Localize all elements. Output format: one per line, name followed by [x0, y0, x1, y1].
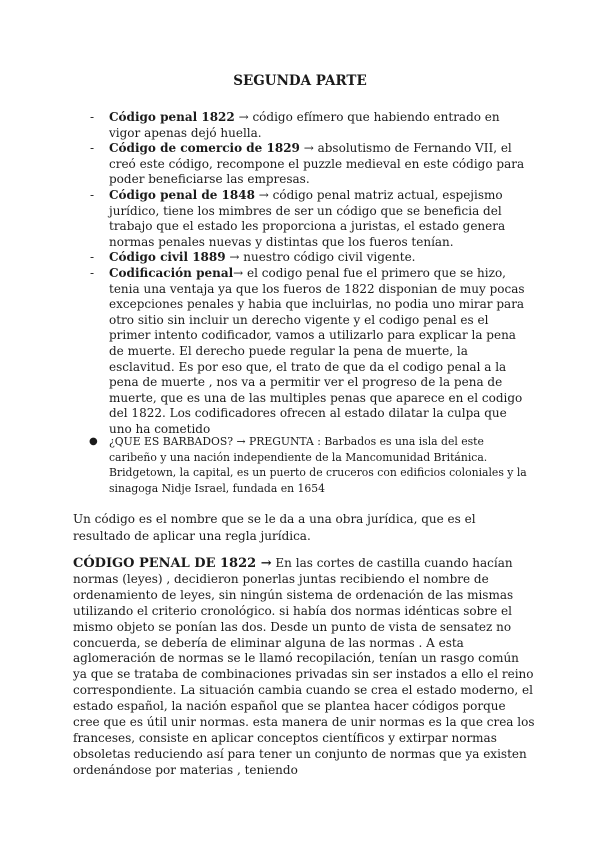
list-item [90, 187, 527, 250]
list-item [90, 110, 527, 141]
item-text: el codigo penal fue el primero que se hizo, tenia una ventaja ya que los fueros de 1822 disponian de muy pocas excepciones penales y habia que incluirlas, no podia uno mirar para otro sitio sin incluir un derecho vigente y el codigo penal es el primer intento codificador, vamos a utilizarlo para explicar la pena de muerte. El derecho puede regular la pena de muerte, la esclavitud. Es por eso que, el trato de que da el codigo penal a la pena de muerte , nos va a permitir ver el progreso de la pena de muerte, que es una de las multiples penas que aparece en el codigo del 1822. Los codificadores ofrecen al estado dilatar la culpa que uno ha cometido [109, 265, 525, 436]
dash-marker: - [90, 265, 95, 280]
dash-marker: - [90, 141, 95, 156]
bullet-text: ¿QUE ES BARBADOS? → PREGUNTA : Barbados es una isla del este caribeño y una nación independiente de la Mancomunidad Británica. Bridgetown, la capital, es un puerto de cruceros con edificios coloniales y la sinagoga Nidje Israel, fundada en 1654 [109, 435, 527, 495]
arrow-icon: → [225, 250, 244, 265]
list-item [90, 250, 527, 266]
arrow-icon: → [234, 110, 253, 124]
paragraph-heading: CÓDIGO PENAL DE 1822 → [73, 556, 272, 571]
barbados-bullet [89, 434, 529, 496]
arrow-icon: → [299, 141, 318, 156]
item-label: Código penal 1822 [109, 110, 235, 124]
item-label: Codificación penal [109, 265, 234, 280]
item-label: Código penal de 1848 [109, 187, 255, 202]
list-item [90, 141, 527, 188]
dash-marker: - [90, 187, 95, 202]
item-label: Código civil 1889 [109, 250, 226, 265]
item-text: absolutismo de Fernando VII, el creó este código, recompone el puzzle medieval en este código para poder beneficiarse las empresas. [109, 141, 525, 187]
item-text: código penal matriz actual, espejismo jurídico, tiene los mimbres de ser un código que se beneficia del trabajo que el estado les proporciona a juristas, el estado genera normas penales nuevas y distintas que los fueros tenían. [109, 187, 506, 249]
code-list [90, 110, 527, 437]
dash-marker: - [90, 110, 95, 124]
item-text: código efímero que habiendo entrado en vigor apenas dejó huella. [109, 110, 500, 140]
item-label: Código de comercio de 1829 [109, 141, 300, 156]
codigo-penal-paragraph [73, 556, 535, 779]
list-item [90, 265, 527, 438]
item-text: nuestro código civil vigente. [243, 250, 416, 265]
arrow-icon: → [254, 187, 273, 202]
bullet-icon: ● [89, 436, 98, 447]
page-title: SEGUNDA PARTE [233, 73, 367, 89]
arrow-icon: → [233, 265, 248, 280]
definition-paragraph: Un código es el nombre que se le da a una obra jurídica, que es el resultado de aplicar una regla jurídica. [73, 512, 476, 543]
paragraph-body: En las cortes de castilla cuando hacían normas (leyes) , decidieron ponerlas juntas recibiendo el nombre de ordenamiento de leyes, sin ningún sistema de ordenación de las mismas utilizando el criterio cronológico. si había dos normas idénticas sobre el mismo objeto se ponían las dos. Desde un punto de vista de sensatez no concuerda, se debería de eliminar alguna de las normas . A esta aglomeración de normas se le llamó recopilación, tenían un rasgo común ya que se trataba de combinaciones privadas sin ser instados a ello el reino correspondiente. La situación cambia cuando se crea el estado moderno, el estado español, la nación español que se plantea hacer códigos porque cree que es útil unir normas. esta manera de unir normas es la que crea los franceses, consiste en aplicar conceptos científicos y extirpar normas obsoletas reduciendo así para tener un conjunto de normas que ya existen ordenándose por materias , teniendo [73, 556, 535, 777]
dash-marker: - [90, 250, 95, 265]
